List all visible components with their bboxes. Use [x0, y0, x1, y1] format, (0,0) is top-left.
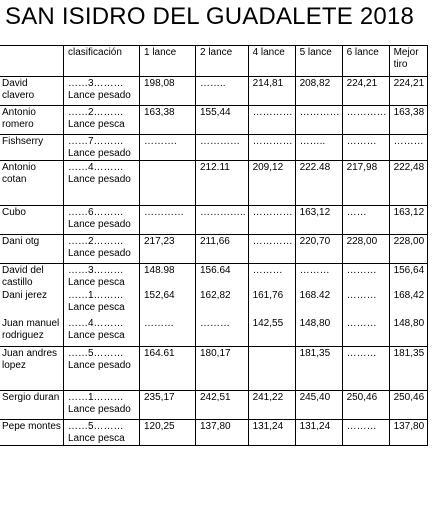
classification-category: Lance pesca — [68, 119, 125, 130]
lance-4-cell — [248, 346, 295, 390]
classification-category: Lance pesado — [68, 90, 131, 101]
mejor-tiro-cell: 163,38 — [389, 106, 427, 135]
clasificacion-cell — [64, 161, 140, 206]
table-row — [0, 161, 427, 206]
participant-name: Dani jerez — [0, 289, 64, 317]
lance-5-cell: …….. — [295, 135, 342, 161]
classification-category: Lance pesado — [68, 174, 131, 185]
mejor-tiro-cell: 163,12 — [389, 206, 427, 235]
participant-name: David del castillo — [0, 264, 64, 290]
table-row — [0, 264, 427, 290]
mejor-tiro-cell: 228,00 — [389, 235, 427, 264]
lance-5-cell: 163,12 — [295, 206, 342, 235]
classification-category: Lance pesado — [68, 219, 131, 230]
lance-2-cell: 155,44 — [196, 106, 249, 135]
table-row — [0, 390, 427, 419]
lance-6-cell: ……… — [342, 264, 389, 290]
mejor-tiro-cell: ……… — [389, 135, 427, 161]
lance-1-cell: 152,64 — [140, 289, 196, 317]
column-header-lance-2: 2 lance — [196, 46, 249, 77]
classification-category: Lance pesado — [68, 148, 131, 159]
classification-rank: ……6……… — [68, 207, 124, 218]
classification-rank: ……3……… — [68, 78, 124, 89]
lance-4-cell: 161,76 — [248, 289, 295, 317]
lance-6-cell: ………… — [342, 106, 389, 135]
participant-name: Sergio duran — [0, 390, 64, 419]
table-row — [0, 135, 427, 161]
lance-2-cell: ……… — [196, 317, 249, 346]
mejor-tiro-cell: 224,21 — [389, 77, 427, 106]
lance-2-cell: 180,17 — [196, 346, 249, 390]
results-table — [0, 45, 428, 446]
participant-name: Juan manuel rodriguez — [0, 317, 64, 346]
clasificacion-cell — [64, 106, 140, 135]
lance-1-cell: 163,38 — [140, 106, 196, 135]
lance-5-cell: 208,82 — [295, 77, 342, 106]
lance-5-cell: 131,24 — [295, 419, 342, 445]
lance-2-cell: 242,51 — [196, 390, 249, 419]
lance-5-cell: 220,70 — [295, 235, 342, 264]
classification-rank: ……1……… — [68, 290, 124, 301]
lance-1-cell: ……… — [140, 317, 196, 346]
lance-5-cell: 148,80 — [295, 317, 342, 346]
participant-name: Antonio cotan — [0, 161, 64, 206]
lance-2-cell: 162,82 — [196, 289, 249, 317]
lance-4-cell: ………… — [248, 135, 295, 161]
clasificacion-cell — [64, 390, 140, 419]
table-row — [0, 206, 427, 235]
classification-rank: ……5……… — [68, 420, 124, 432]
lance-2-cell: …….. — [196, 77, 249, 106]
lance-2-cell: ………… — [196, 135, 249, 161]
classification-rank: ……3……… — [68, 265, 124, 276]
table-row — [0, 317, 427, 346]
mejor-tiro-cell: 168,42 — [389, 289, 427, 317]
lance-6-cell: 217,98 — [342, 161, 389, 206]
lance-4-cell: 209,12 — [248, 161, 295, 206]
lance-1-cell: 235,17 — [140, 390, 196, 419]
lance-6-cell: ……… — [342, 135, 389, 161]
classification-rank: ……7……… — [68, 136, 124, 147]
lance-5-cell: 245,40 — [295, 390, 342, 419]
lance-6-cell: ……… — [342, 289, 389, 317]
lance-1-cell: 164.61 — [140, 346, 196, 390]
table-row — [0, 77, 427, 106]
table-row — [0, 235, 427, 264]
column-header-lance-6: 6 lance — [342, 46, 389, 77]
lance-1-cell: 120,25 — [140, 419, 196, 445]
lance-4-cell: ……… — [248, 264, 295, 290]
classification-category: Lance pesado — [68, 248, 131, 259]
lance-5-cell: ………… — [295, 106, 342, 135]
classification-category: Lance pesca — [68, 330, 125, 341]
lance-2-cell: 156.64 — [196, 264, 249, 290]
column-header-clasificacion: clasificación — [64, 46, 140, 77]
lance-2-cell: 211,66 — [196, 235, 249, 264]
clasificacion-cell — [64, 419, 140, 445]
lance-2-cell: ………….. — [196, 206, 249, 235]
lance-2-cell: 137,80 — [196, 419, 249, 445]
participant-name: Dani otg — [0, 235, 64, 264]
participant-name: Fishserry — [0, 135, 64, 161]
classification-category: Lance pesca — [68, 277, 125, 288]
column-header-lance-5: 5 lance — [295, 46, 342, 77]
lance-5-cell: 181,35 — [295, 346, 342, 390]
lance-1-cell: ………… — [140, 206, 196, 235]
classification-rank: ……4……… — [68, 318, 124, 329]
mejor-tiro-cell: 148,80 — [389, 317, 427, 346]
table-row — [0, 289, 427, 317]
lance-5-cell: 168.42 — [295, 289, 342, 317]
mejor-tiro-cell: 250,46 — [389, 390, 427, 419]
lance-6-cell: ……… — [342, 346, 389, 390]
column-header-lance-1: 1 lance — [140, 46, 196, 77]
column-header-lance-4: 4 lance — [248, 46, 295, 77]
table-body — [0, 77, 427, 446]
clasificacion-cell — [64, 264, 140, 290]
lance-6-cell: ……… — [342, 317, 389, 346]
clasificacion-cell — [64, 289, 140, 317]
participant-name: Antonio romero — [0, 106, 64, 135]
lance-4-cell: 214,81 — [248, 77, 295, 106]
table-row — [0, 106, 427, 135]
column-header-participant — [0, 46, 64, 77]
lance-6-cell: 224,21 — [342, 77, 389, 106]
lance-6-cell: …… — [342, 206, 389, 235]
lance-4-cell: ………… — [248, 206, 295, 235]
lance-4-cell: 241,22 — [248, 390, 295, 419]
classification-rank: ……1……… — [68, 391, 124, 403]
clasificacion-cell — [64, 317, 140, 346]
clasificacion-cell — [64, 235, 140, 264]
mejor-tiro-cell: 137,80 — [389, 419, 427, 445]
lance-4-cell: ………… — [248, 106, 295, 135]
clasificacion-cell — [64, 346, 140, 390]
clasificacion-cell — [64, 77, 140, 106]
clasificacion-cell — [64, 135, 140, 161]
column-header-mejor-tiro: Mejor tiro — [389, 46, 427, 77]
lance-1-cell: 148.98 — [140, 264, 196, 290]
lance-6-cell: ……… — [342, 419, 389, 445]
lance-5-cell: ……… — [295, 264, 342, 290]
lance-6-cell: 250,46 — [342, 390, 389, 419]
lance-2-cell: 212.11 — [196, 161, 249, 206]
lance-1-cell: 198,08 — [140, 77, 196, 106]
lance-1-cell: 217,23 — [140, 235, 196, 264]
participant-name: Pepe montes — [0, 419, 64, 445]
classification-category: Lance pesado — [68, 359, 131, 371]
table-row — [0, 419, 427, 445]
classification-category: Lance pesca — [68, 302, 125, 313]
classification-rank: ……2……… — [68, 107, 124, 118]
participant-name: David clavero — [0, 77, 64, 106]
lance-6-cell: 228,00 — [342, 235, 389, 264]
lance-4-cell: 131,24 — [248, 419, 295, 445]
lance-4-cell: ………… — [248, 235, 295, 264]
header-row — [0, 46, 427, 77]
participant-name: Cubo — [0, 206, 64, 235]
mejor-tiro-cell: 222,48 — [389, 161, 427, 206]
page-title: SAN ISIDRO DEL GUADALETE 2018 — [5, 3, 415, 30]
participant-name: Juan andres lopez — [0, 346, 64, 390]
mejor-tiro-cell: 156,64 — [389, 264, 427, 290]
lance-5-cell: 222.48 — [295, 161, 342, 206]
classification-rank: ……5……… — [68, 347, 124, 359]
classification-rank: ……2……… — [68, 236, 124, 247]
classification-category: Lance pesca — [68, 432, 125, 444]
clasificacion-cell — [64, 206, 140, 235]
mejor-tiro-cell: 181,35 — [389, 346, 427, 390]
classification-category: Lance pesado — [68, 403, 131, 415]
classification-rank: ……4……… — [68, 162, 124, 173]
lance-1-cell: ………. — [140, 135, 196, 161]
lance-1-cell — [140, 161, 196, 206]
table-row — [0, 346, 427, 390]
lance-4-cell: 142,55 — [248, 317, 295, 346]
